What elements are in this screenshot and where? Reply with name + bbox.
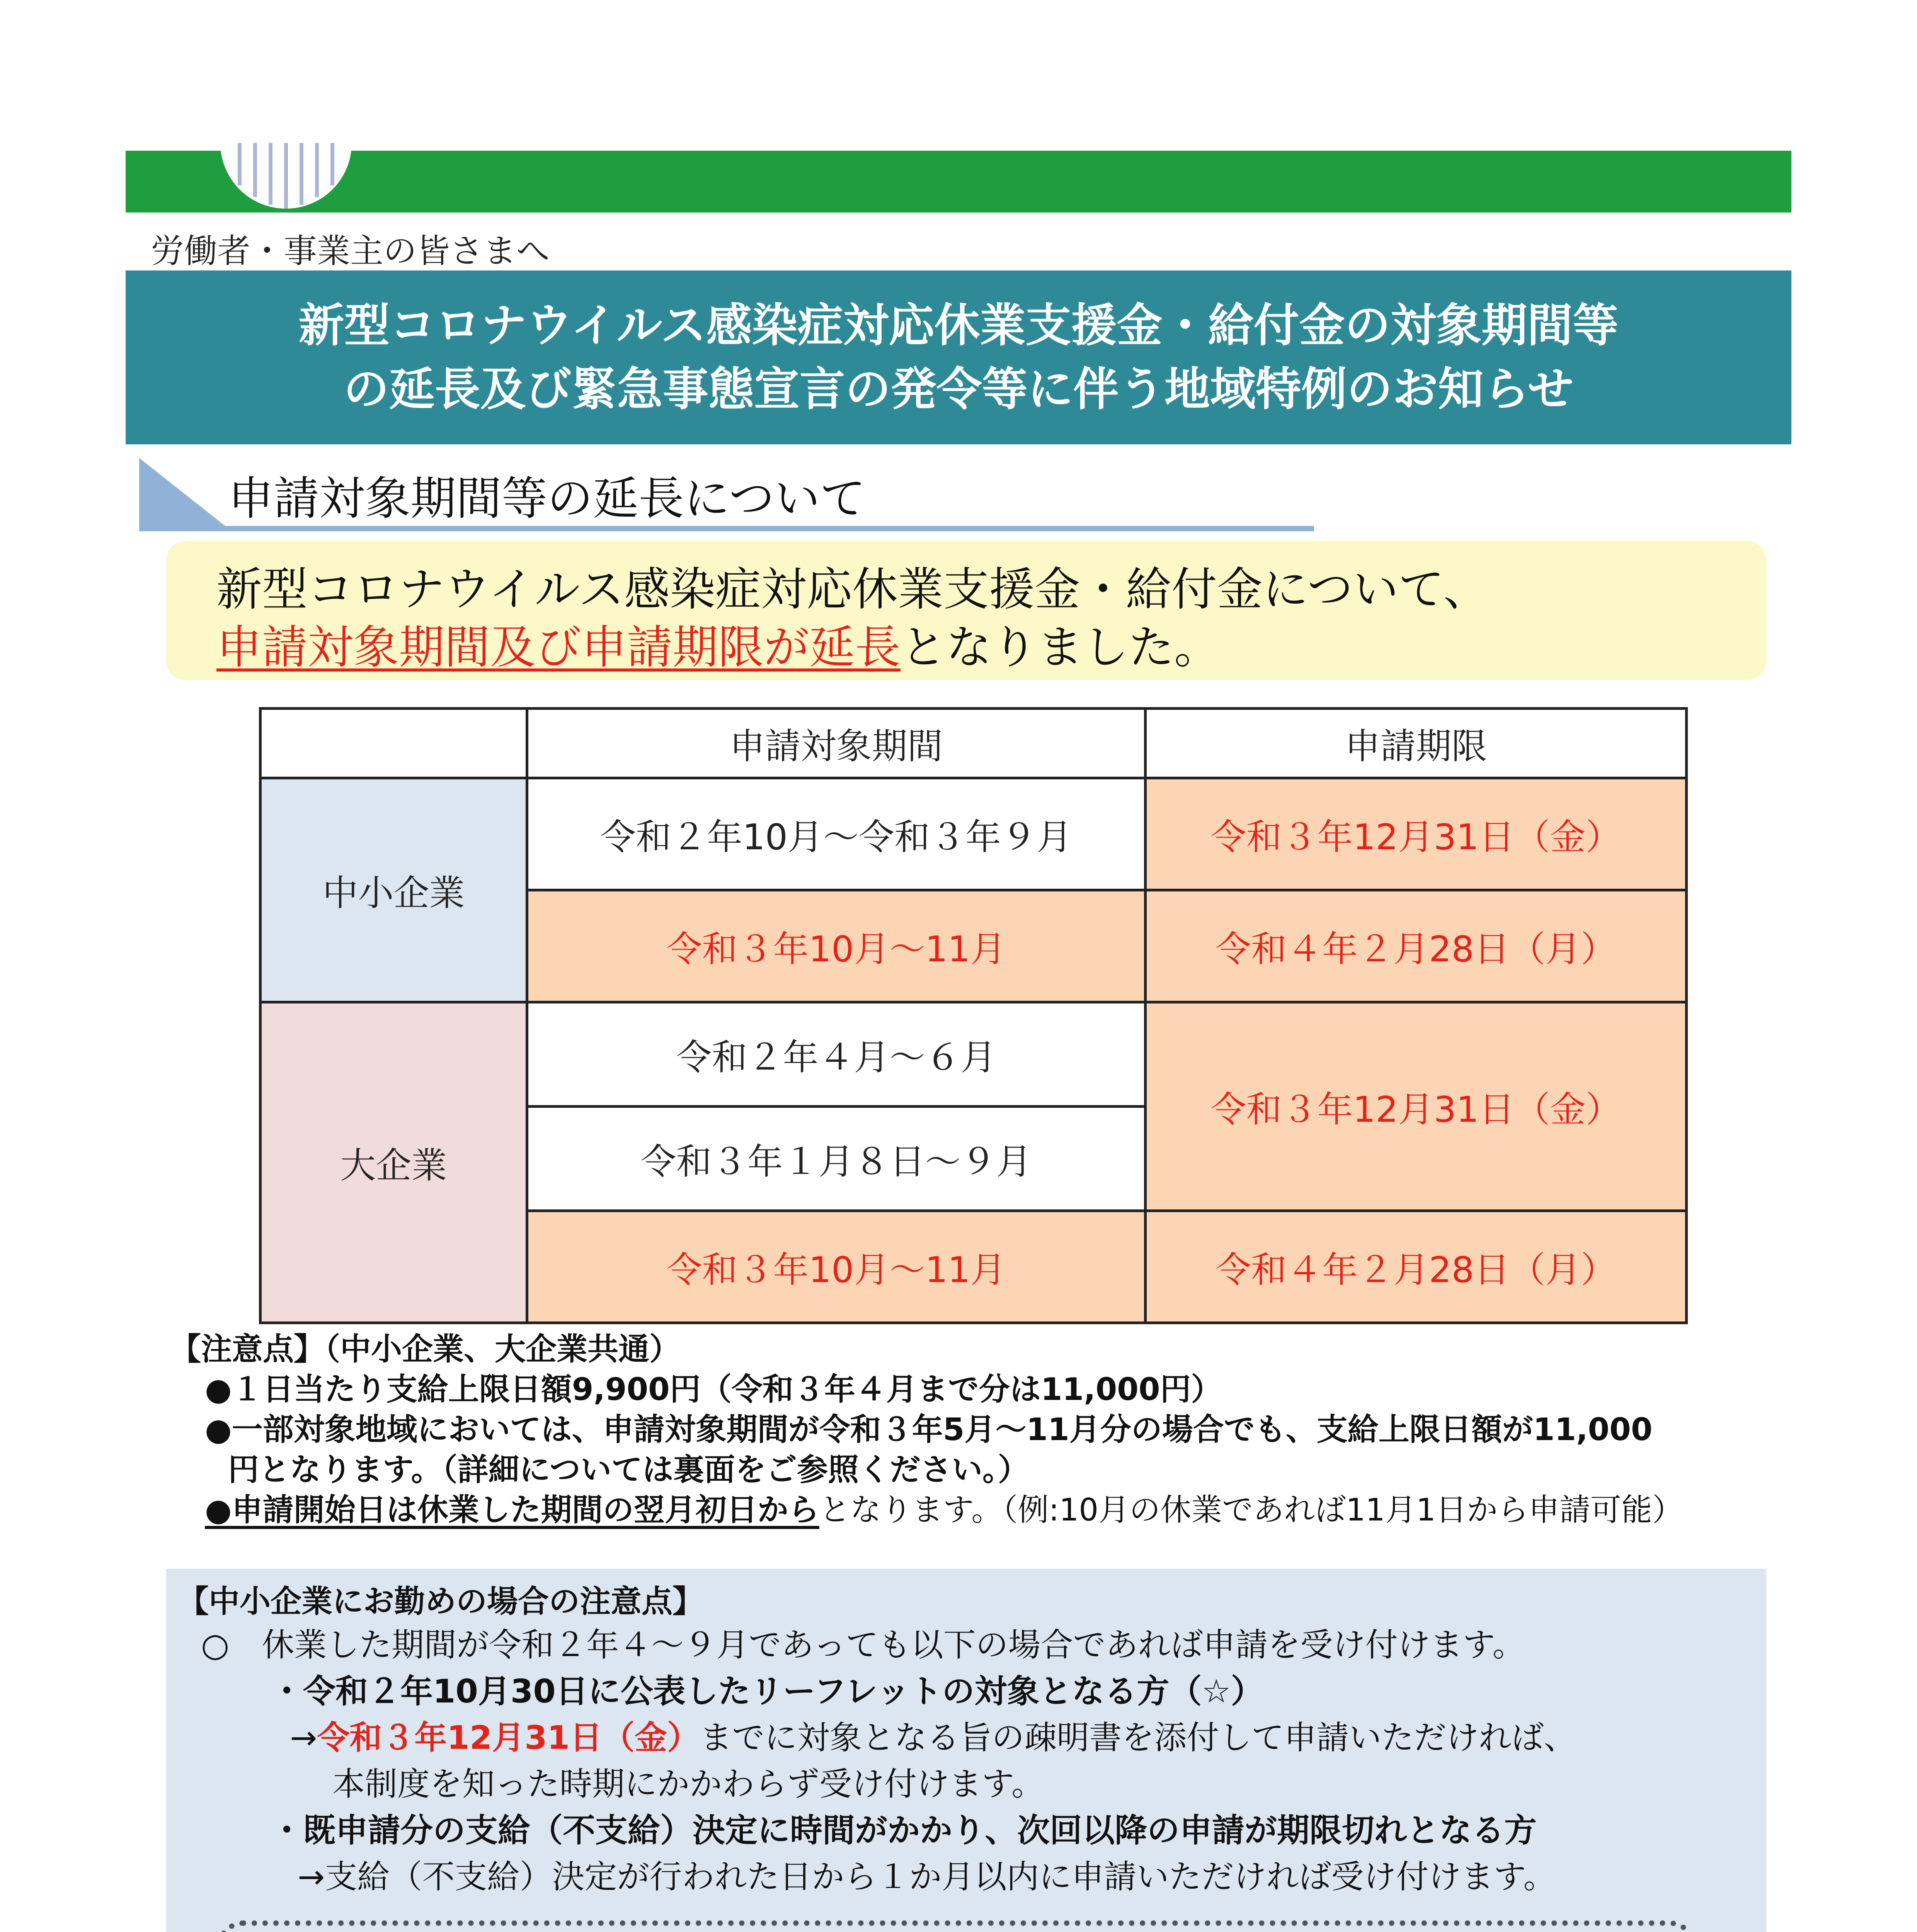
sme-notes-item-2: ・既申請分の支給（不支給）決定に時間がかかり、次回以降の申請が期限切れとなる方 (271, 1811, 1537, 1849)
sme-label-cell: 中小企業 (260, 778, 527, 1002)
caution-bullet-1: ●１日当たり支給上限日額9,900円（令和３年４月まで分は11,000円） (205, 1371, 1222, 1407)
table-row (260, 778, 1687, 890)
sme-notes-intro: ○ 休業した期間が令和２年４～９月であっても以下の場合であれば申請を受け付けます。 (201, 1626, 1525, 1664)
periods-table (259, 707, 1688, 1324)
caution-bullet-2a: ●一部対象地域においては、申請対象期間が令和３年5月～11月分の場合でも、支給上限日額が11,000 (205, 1412, 1653, 1447)
table-header-deadline: 申請期限 (1146, 709, 1687, 778)
notice-line-1: 新型コロナウイルス感染症対応休業支援金・給付金について、 (216, 563, 1489, 616)
table-header-period: 申請対象期間 (527, 709, 1146, 778)
audience-label: 労働者・事業主の皆さまへ (151, 232, 550, 270)
star-conditions-box (216, 1920, 1697, 1932)
table-header-empty (260, 709, 527, 778)
caution-bullet-3 (170, 1490, 1683, 1530)
sme-row2-deadline: 令和４年２月28日（月） (1146, 890, 1687, 1002)
triangle-marker-icon (139, 458, 232, 531)
caution-heading: 【注意点】（中小企業、大企業共通） (170, 1331, 680, 1367)
caution-bullet-3-rest: となります。（例:10月の休業であれば11月1日から申請可能） (819, 1492, 1683, 1528)
caution-bullet-2b: 円となります。（詳細については裏面をご参照ください。） (228, 1452, 1029, 1488)
section-heading-text: 申請対象期間等の延長について (228, 472, 866, 525)
sme-notes-item-2-arrow: →支給（不支給）決定が行われた日から１か月以内に申請いただければ受け付けます。 (298, 1858, 1556, 1896)
title-banner (126, 270, 1791, 444)
top-green-bar (126, 151, 1791, 213)
sme-notes-item-1-arrow (290, 1712, 1576, 1759)
title-line-1: 新型コロナウイルス感染症対応休業支援金・給付金の対象期間等 (298, 299, 1619, 352)
large-row12-deadline: 令和３年12月31日（金） (1146, 1002, 1687, 1211)
section-heading (139, 458, 1314, 531)
sme-notes-item-1: ・令和２年10月30日に公表したリーフレットの対象となる方（☆） (271, 1672, 1263, 1710)
notice-line-2-rest: となりました。 (901, 621, 1220, 674)
table-header-row (260, 709, 1687, 778)
notice-line-2 (216, 611, 1220, 676)
sme-notes-box (166, 1569, 1766, 1932)
large-row3-period: 令和３年10月～11月 (527, 1211, 1146, 1323)
top-halfcircle-left-icon (216, 143, 356, 213)
arrow-text: → (290, 1719, 317, 1757)
sme-notes-item-1-deadline: 令和３年12月31日（金） (317, 1719, 700, 1757)
large-row3-deadline: 令和４年２月28日（月） (1146, 1211, 1687, 1323)
caution-section (170, 1329, 1683, 1530)
sme-notes-item-1-rest: までに対象となる旨の疎明書を添付して申請いただければ、 (700, 1719, 1577, 1757)
title-line-2: の延長及び緊急事態宣言の発令等に伴う地域特例のお知らせ (343, 362, 1574, 416)
notice-highlight: 申請対象期間及び申請期限が延長 (216, 621, 901, 674)
sme-row1-period: 令和２年10月～令和３年９月 (527, 778, 1146, 890)
notice-box (166, 541, 1766, 680)
sme-row1-deadline: 令和３年12月31日（金） (1146, 778, 1687, 890)
large-label-cell: 大企業 (260, 1002, 527, 1323)
sme-row2-period: 令和３年10月～11月 (527, 890, 1146, 1002)
large-row2-period: 令和３年１月８日～９月 (527, 1107, 1146, 1211)
sme-notes-heading: 【中小企業にお勤めの場合の注意点】 (178, 1583, 703, 1619)
caution-bullet-3-bold: ●申請開始日は休業した期間の翌月初日から (205, 1492, 819, 1528)
large-row1-period: 令和２年４月～６月 (527, 1002, 1146, 1107)
table-row (260, 1002, 1687, 1107)
sme-notes-item-1-line-2: 本制度を知った時期にかかわらず受け付けます。 (332, 1765, 1044, 1803)
